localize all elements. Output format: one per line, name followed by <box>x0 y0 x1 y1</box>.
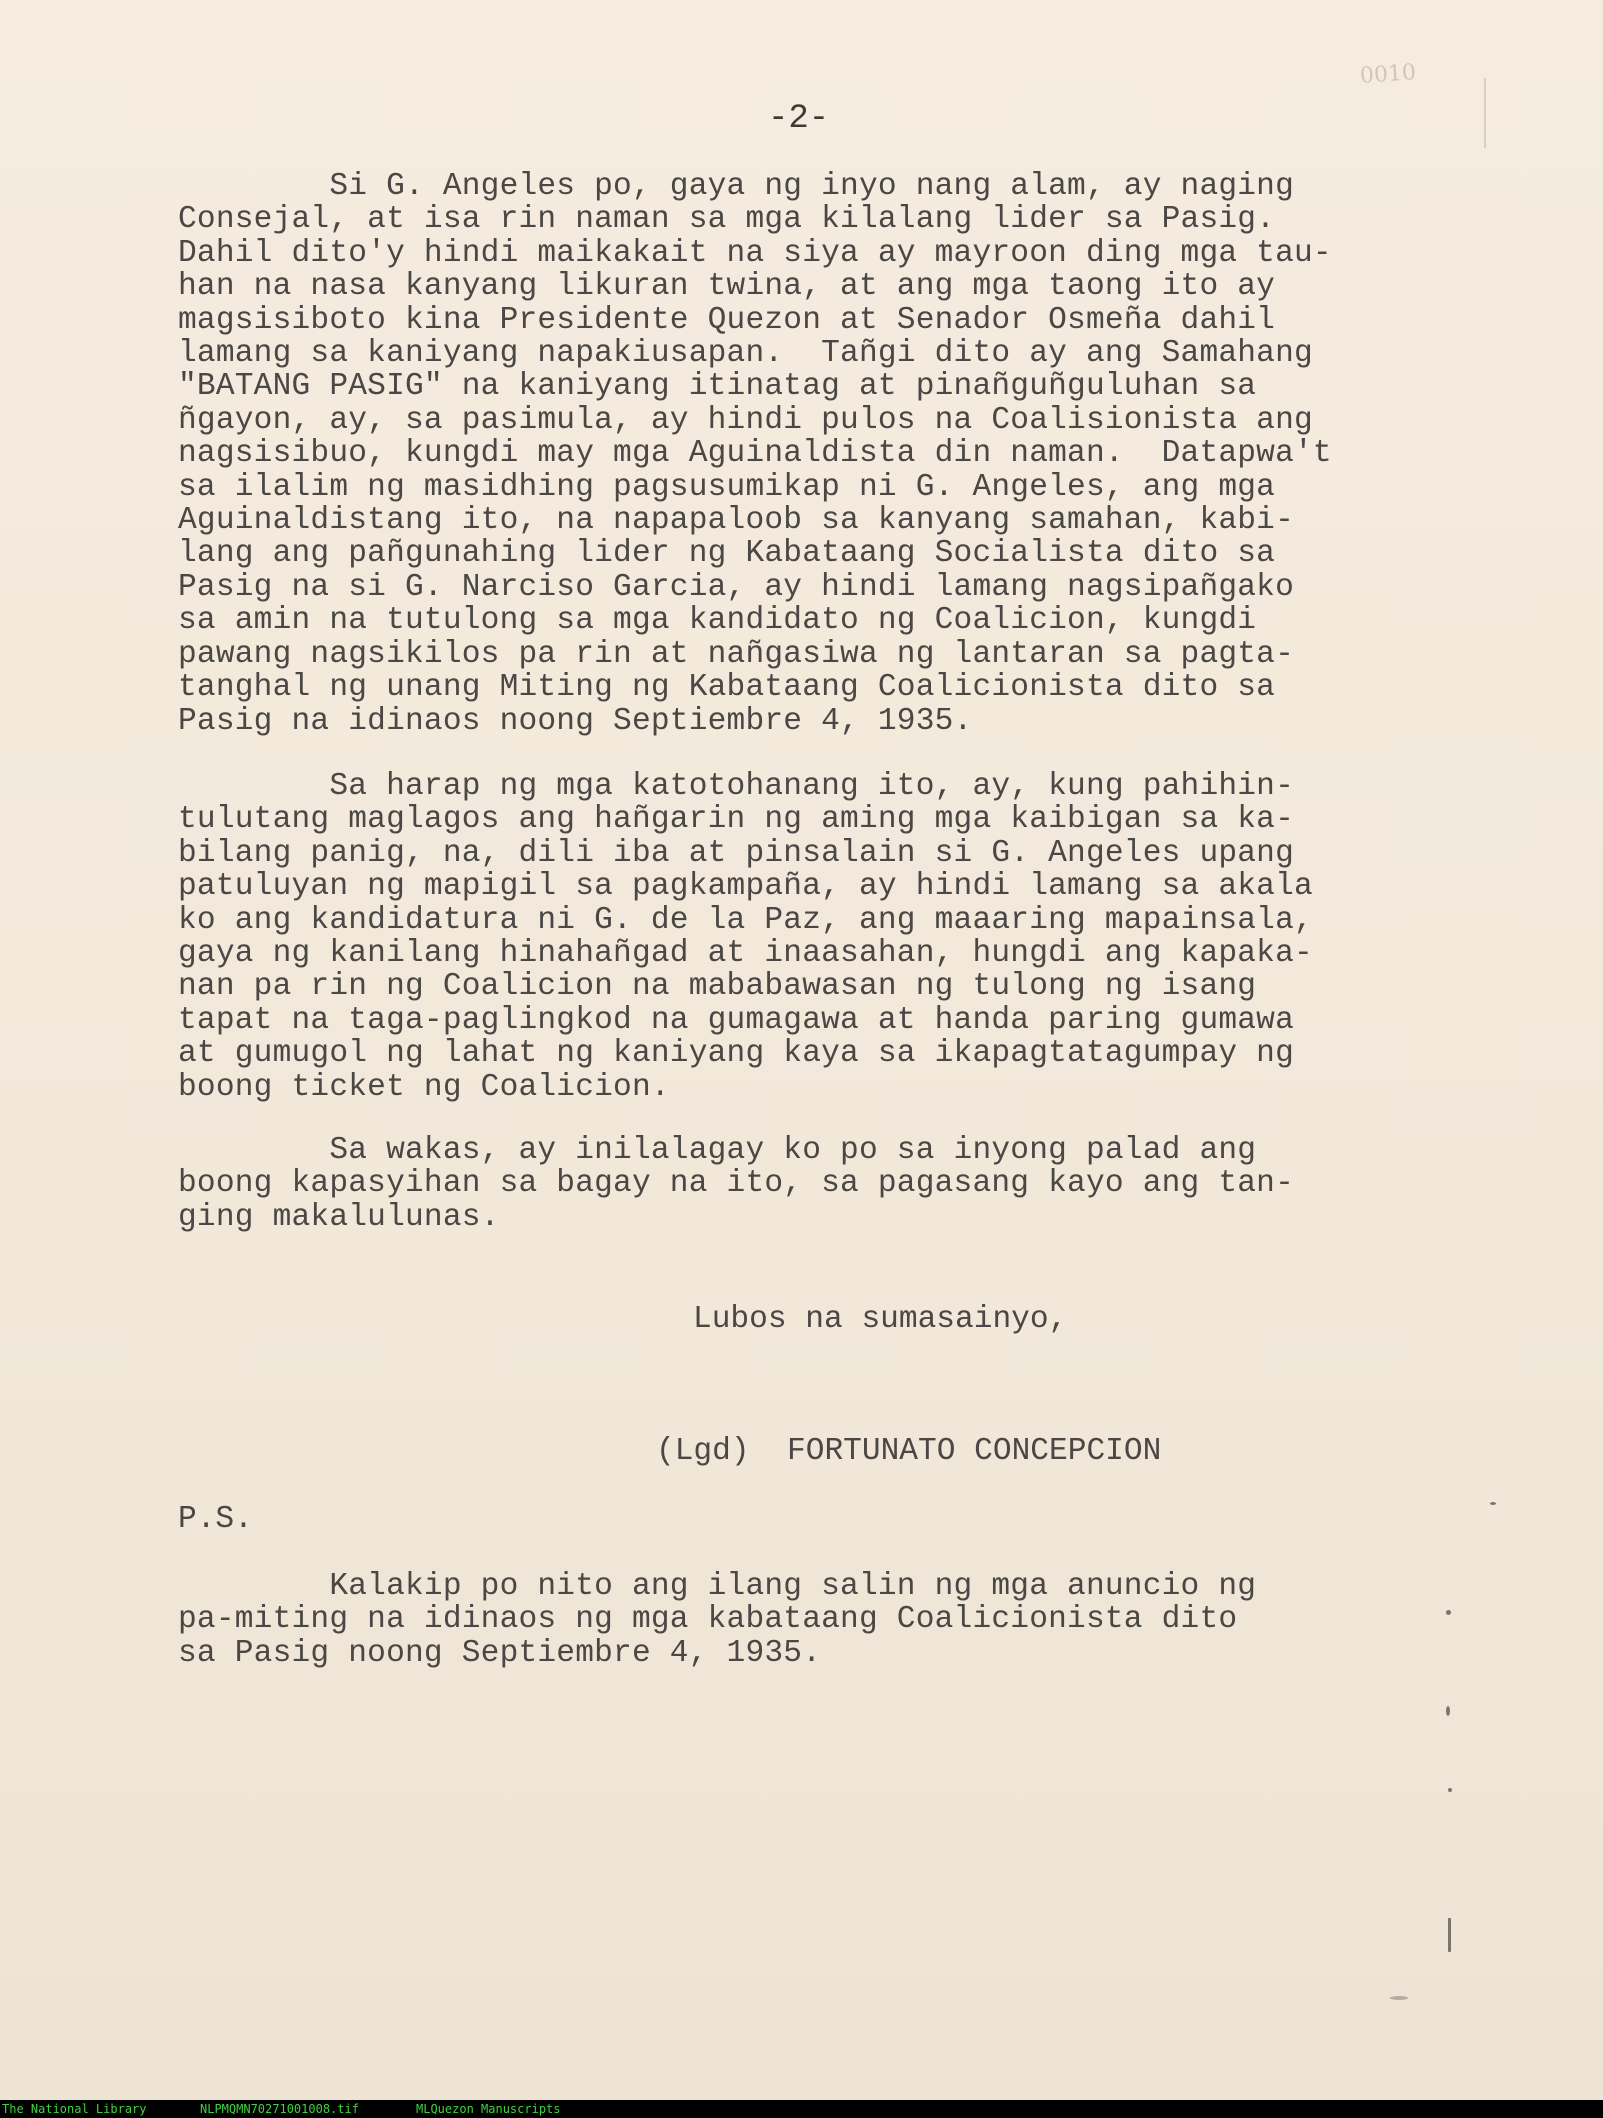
text-line: "BATANG PASIG" na kaniyang itinatag at pinañguñguluhan sa <box>178 369 1257 405</box>
signature-line: (Lgd) FORTUNATO CONCEPCION <box>656 1434 1162 1469</box>
closing-line: Lubos na sumasainyo, <box>693 1302 1068 1337</box>
text-line: boong kapasyihan sa bagay na ito, sa pagasang kayo ang tan- <box>178 1166 1295 1202</box>
scan-footer-bar <box>0 2100 1603 2118</box>
text-line: tanghal ng unang Miting ng Kabataang Coalicionista dito sa <box>178 670 1276 706</box>
text-line: magsisiboto kina Presidente Quezon at Senador Osmeña dahil <box>178 302 1276 338</box>
scan-speck <box>1446 1706 1450 1716</box>
text-line: at gumugol ng lahat ng kaniyang kaya sa ikapagtatagumpay ng <box>178 1036 1295 1072</box>
paragraph-1 <box>178 170 1448 738</box>
text-line: Pasig na idinaos noong Septiembre 4, 1935. <box>178 703 973 739</box>
scan-speck <box>1390 1996 1408 2000</box>
text-line: nagsisibuo, kungdi may mga Aguinaldista din naman. Datapwa't <box>178 436 1332 472</box>
text-line: ging makalulunas. <box>178 1199 500 1235</box>
text-line: ko ang kandidatura ni G. de la Paz, ang maaaring mapainsala, <box>178 902 1313 938</box>
text-line: lamang sa kaniyang napakiusapan. Tañgi dito ay ang Samahang <box>178 336 1313 372</box>
text-line: nan pa rin ng Coalicion na mababawasan ng tulong ng isang <box>178 969 1257 1005</box>
text-line: sa Pasig noong Septiembre 4, 1935. <box>178 1635 822 1671</box>
text-line: Sa wakas, ay inilalagay ko po sa inyong palad ang <box>178 1133 1257 1168</box>
text-line: Kalakip po nito ang ilang salin ng mga anuncio ng <box>178 1569 1257 1604</box>
text-line: pa-miting na idinaos ng mga kabataang Coalicionista dito <box>178 1602 1238 1638</box>
edge-mark <box>1484 78 1486 148</box>
text-line: Pasig na si G. Narciso Garcia, ay hindi lamang nagsipañgako <box>178 569 1295 605</box>
postscript-text <box>178 1570 1448 1670</box>
text-line: lang ang pañgunahing lider ng Kabataang Socialista dito sa <box>178 536 1276 572</box>
paragraph-2 <box>178 770 1448 1104</box>
text-line: Si G. Angeles po, gaya ng inyo nang alam, ay naging <box>178 169 1295 204</box>
text-line: pawang nagsikilos pa rin at nañgasiwa ng lantaran sa pagta- <box>178 636 1295 672</box>
text-line: Consejal, at isa rin naman sa mga kilalang lider sa Pasig. <box>178 202 1276 238</box>
text-line: Dahil dito'y hindi maikakait na siya ay mayroon ding mga tau- <box>178 235 1332 271</box>
text-line: tulutang maglagos ang hañgarin ng aming mga kaibigan sa ka- <box>178 802 1295 838</box>
scan-speck <box>1448 1918 1451 1952</box>
postscript-label: P.S. <box>178 1502 253 1537</box>
text-line: boong ticket ng Coalicion. <box>178 1069 670 1105</box>
text-line: sa amin na tutulong sa mga kandidato ng Coalicion, kungdi <box>178 603 1257 639</box>
text-line: han na nasa kanyang likuran twina, at ang mga taong ito ay <box>178 269 1276 305</box>
scan-speck <box>1448 1788 1452 1792</box>
text-line: Sa harap ng mga katotohanang ito, ay, kung pahihin- <box>178 769 1295 804</box>
footer-library: The National Library <box>2 2102 147 2116</box>
text-line: patuluyan ng mapigil sa pagkampaña, ay hindi lamang sa akala <box>178 869 1313 905</box>
corner-pencil-mark: 0010 <box>1359 60 1417 89</box>
scan-speck <box>1446 1610 1451 1615</box>
text-line: ñgayon, ay, sa pasimula, ay hindi pulos na Coalisionista ang <box>178 402 1313 438</box>
scan-speck <box>1490 1502 1496 1505</box>
paragraph-3 <box>178 1134 1448 1234</box>
text-line: bilang panig, na, dili iba at pinsalain si G. Angeles upang <box>178 835 1295 871</box>
page-number: -2- <box>768 100 830 138</box>
footer-file-id: NLPMQMN70271001008.tif <box>200 2102 359 2116</box>
text-line: tapat na taga-paglingkod na gumagawa at handa paring gumawa <box>178 1002 1295 1038</box>
footer-collection: MLQuezon Manuscripts <box>416 2102 561 2116</box>
text-line: Aguinaldistang ito, na napapaloob sa kanyang samahan, kabi- <box>178 503 1295 539</box>
text-line: sa ilalim ng masidhing pagsusumikap ni G. Angeles, ang mga <box>178 469 1276 505</box>
text-line: gaya ng kanilang hinahañgad at inaasahan, hungdi ang kapaka- <box>178 936 1313 972</box>
